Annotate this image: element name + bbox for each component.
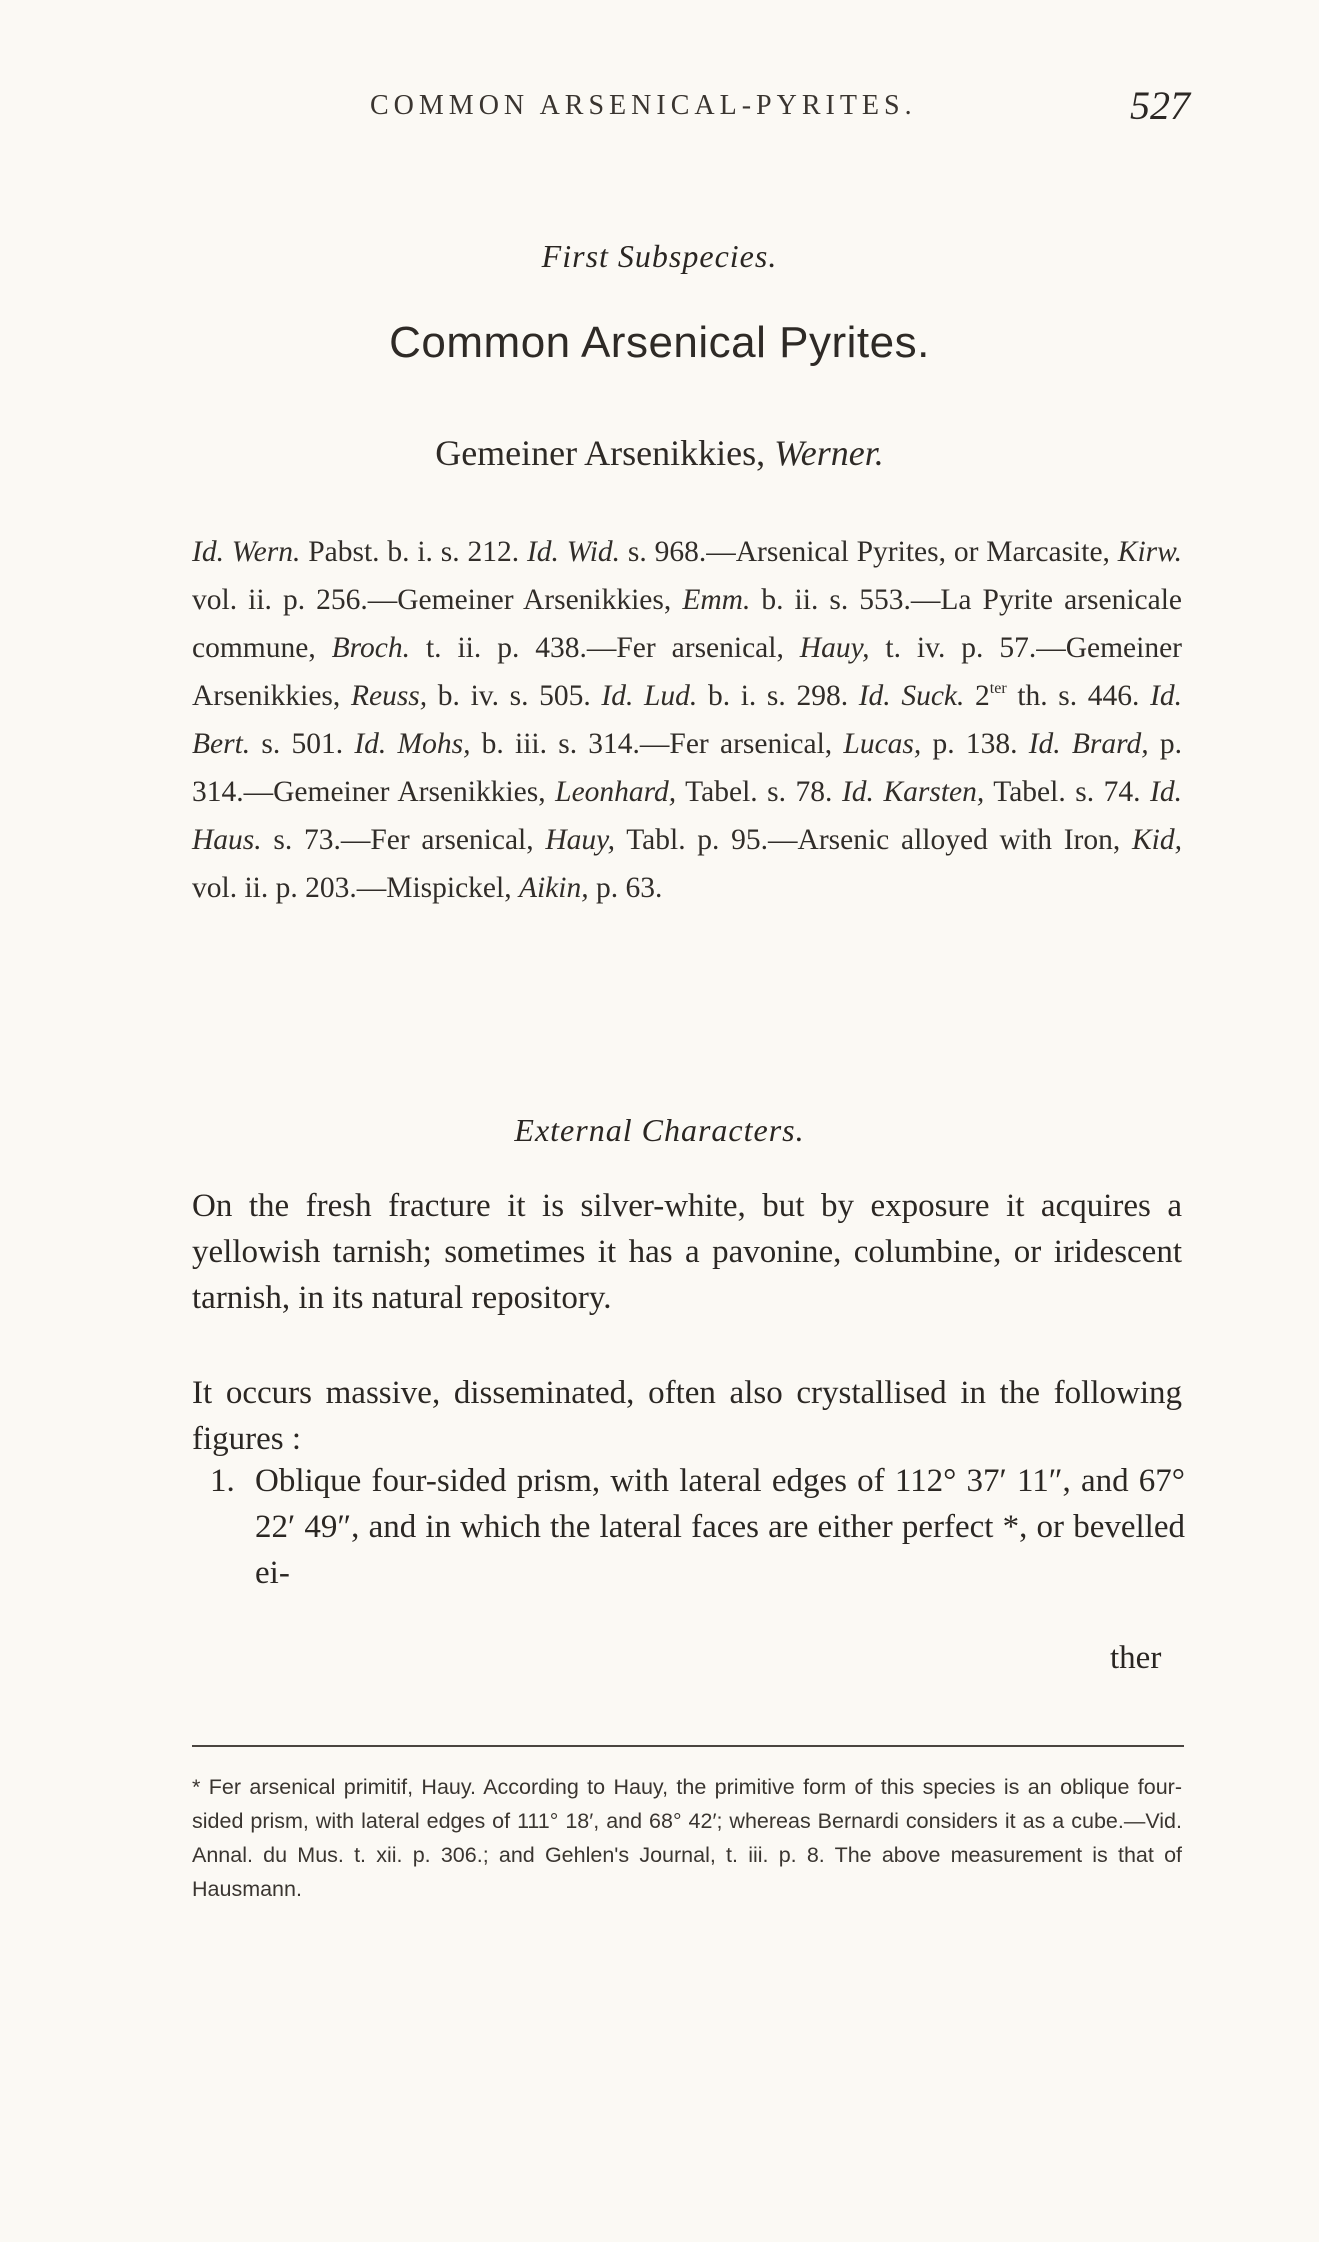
reference-author: Hauy,: [545, 824, 615, 856]
german-name-text: Gemeiner Arsenikkies,: [435, 433, 766, 473]
reference-text: t. ii. p. 438.—Fer arsenical,: [410, 632, 800, 664]
reference-author: Lucas,: [843, 728, 922, 760]
german-name: [0, 432, 1319, 474]
reference-text: s. 968.—Arsenical Pyrites, or Marcasite,: [620, 536, 1118, 568]
reference-author: Id. Karsten,: [841, 776, 985, 808]
reference-text: b. i. s. 298.: [697, 680, 859, 712]
german-name-author: Werner.: [774, 433, 884, 473]
reference-text: b. iv. s. 505.: [427, 680, 602, 712]
body-paragraph: On the fresh fracture it is silver-white, but by exposure it acquires a yellowish tarnish; sometimes it has a pavonine, columbine, or iridescent tarnish, in its natural repository.: [192, 1188, 1182, 1316]
reference-author: Id. Bert.: [192, 680, 1183, 760]
reference-text: Tabel. s. 78.: [676, 776, 842, 808]
reference-author: Aikin,: [518, 872, 589, 904]
reference-text: b. iii. s. 314.—Fer arsenical,: [470, 728, 844, 760]
section-heading: External Characters.: [514, 1112, 805, 1148]
reference-author: Id. Wern.: [192, 536, 301, 568]
reference-author: Kirw.: [1117, 536, 1182, 568]
reference-text: p. 138.: [921, 728, 1029, 760]
catchword: ther: [1110, 1640, 1162, 1676]
reference-text: Tabel. s. 74.: [984, 776, 1151, 808]
superscript: ter: [989, 680, 1007, 697]
footnote: * Fer arsenical primitif, Hauy. According to Hauy, the primitive form of this species is an oblique four-sided prism, with lateral edges of 111° 18′, and 68° 42′; whereas Bernardi considers it as a cube.—Vid. Annal. du Mus. t. xii. p. 306.; and Gehlen's Journal, t. iii. p. 8. The above measurement is that of Hausmann.: [192, 1775, 1182, 1901]
reference-author: Id. Wid.: [526, 536, 621, 568]
reference-text: 2: [964, 680, 990, 712]
reference-author: Emm.: [682, 584, 751, 616]
reference-author: Hauy,: [799, 632, 870, 664]
running-head: [0, 82, 1319, 132]
reference-author: Id. Lud.: [601, 680, 698, 712]
reference-author: Id. Mohs,: [354, 728, 471, 760]
reference-text: Pabst. b. i. s. 212.: [300, 536, 527, 568]
reference-text: vol. ii. p. 203.—Mispickel,: [192, 872, 519, 904]
reference-text: s. 73.—Fer arsenical,: [261, 824, 546, 856]
list-item-text: Oblique four-sided prism, with lateral edges of 112° 37′ 11″, and 67° 22′ 49″, and in which the lateral faces are either perfect *, or bevelled ei-: [255, 1463, 1185, 1591]
footnote-rule: [192, 1745, 1184, 1747]
reference-text: th. s. 446.: [1006, 680, 1151, 712]
reference-text: p. 314.—Gemeiner Arsenikkies,: [192, 728, 1182, 808]
synonymy-paragraph: [192, 528, 1182, 912]
reference-text: s. 501.: [250, 728, 355, 760]
reference-author: Id. Suck.: [858, 680, 965, 712]
reference-author: Reuss,: [350, 680, 428, 712]
running-title: COMMON ARSENICAL-PYRITES.: [370, 90, 917, 121]
reference-text: p. 63.: [588, 872, 663, 904]
reference-author: Broch.: [331, 632, 411, 664]
reference-text: Tabl. p. 95.—Arsenic alloyed with Iron,: [615, 824, 1132, 856]
reference-text: t. iv. p. 57.—Gemeiner Arsenikkies,: [192, 632, 1182, 712]
reference-text: b. ii. s. 553.—La Pyrite arsenicale commune,: [192, 584, 1182, 664]
reference-author: Id. Brard,: [1028, 728, 1149, 760]
reference-author: Kid,: [1132, 824, 1182, 856]
reference-author: Leonhard,: [555, 776, 677, 808]
body-paragraph: It occurs massive, disseminated, often also crystallised in the following figures :: [192, 1375, 1182, 1457]
page-number: 527: [1130, 83, 1190, 128]
reference-author: Id. Haus.: [192, 776, 1182, 856]
reference-text: vol. ii. p. 256.—Gemeiner Arsenikkies,: [192, 584, 683, 616]
list-item: [210, 1458, 1185, 1596]
list-item-number: 1.: [210, 1463, 235, 1499]
species-title: Common Arsenical Pyrites.: [389, 318, 930, 367]
subspecies-label: First Subspecies.: [541, 238, 778, 274]
